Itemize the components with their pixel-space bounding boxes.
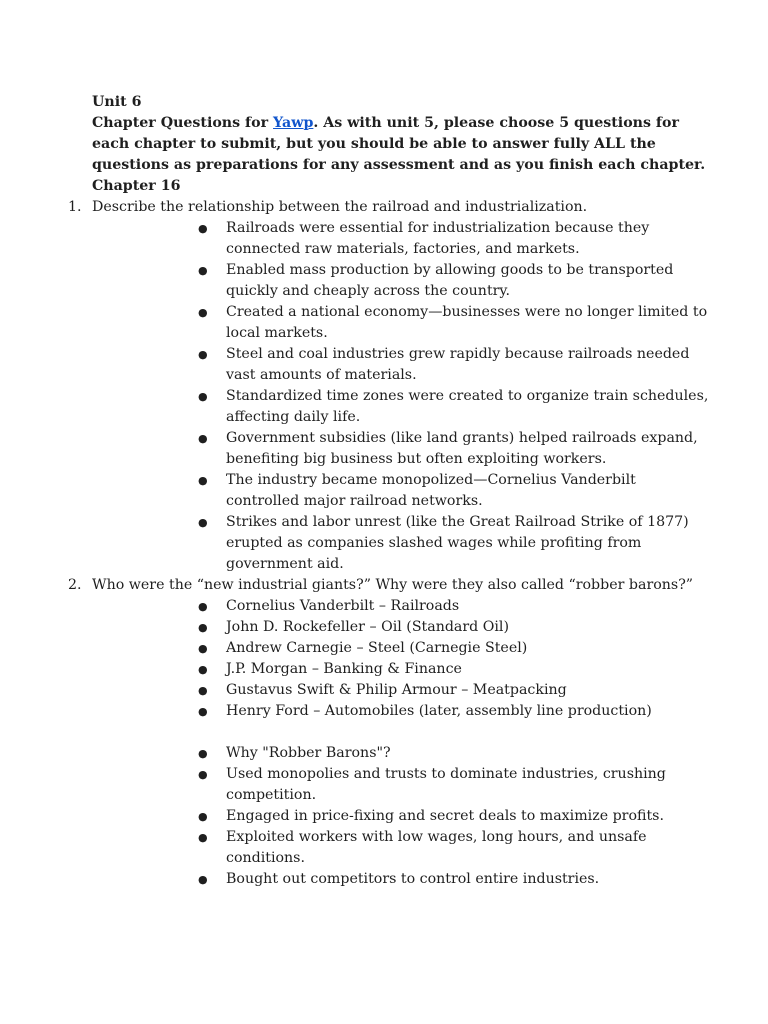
- bullet-icon: ●: [198, 474, 208, 487]
- bullet-icon: ●: [198, 222, 208, 235]
- bullet-text: Why "Robber Barons"?: [226, 745, 391, 761]
- bullet-icon: ●: [198, 810, 208, 823]
- question-number: 2.: [68, 577, 82, 593]
- bullet-text: John D. Rockefeller – Oil (Standard Oil): [226, 619, 510, 635]
- bullet-icon: ●: [198, 621, 208, 634]
- question-2-prompt: [48, 575, 712, 596]
- bullet-text: Cornelius Vanderbilt – Railroads: [226, 598, 460, 614]
- question-number: 1.: [68, 199, 82, 215]
- instructions-lead: Chapter Questions for: [92, 115, 274, 131]
- bullet-item: [92, 617, 712, 638]
- bullet-text: Gustavus Swift & Philip Armour – Meatpacking: [226, 682, 567, 698]
- chapter-instructions: [92, 113, 712, 176]
- question-1: [68, 197, 712, 575]
- bullet-item: [92, 743, 712, 764]
- bullet-icon: ●: [198, 663, 208, 676]
- bullet-icon: ●: [198, 390, 208, 403]
- bullet-icon: ●: [198, 264, 208, 277]
- bullet-item: [92, 470, 712, 512]
- bullet-item: [92, 806, 712, 827]
- bullet-text: Government subsidies (like land grants) helped railroads expand, benefiting big business but often exploiting workers.: [226, 430, 698, 467]
- bullet-icon: ●: [198, 873, 208, 886]
- bullet-item: [92, 869, 712, 890]
- bullet-text: Standardized time zones were created to organize train schedules, affecting daily life.: [226, 388, 709, 425]
- bullet-text: Strikes and labor unrest (like the Great Railroad Strike of 1877) erupted as companies slashed wages while profiting from government aid.: [226, 514, 689, 572]
- bullet-item: [92, 302, 712, 344]
- question-2-robber-barons-answers: [92, 743, 712, 890]
- bullet-text: Used monopolies and trusts to dominate industries, crushing competition.: [226, 766, 666, 803]
- chapter-heading: Chapter 16: [92, 178, 181, 194]
- unit-title: Unit 6: [92, 94, 142, 110]
- bullet-icon: ●: [198, 600, 208, 613]
- bullet-text: Engaged in price-fixing and secret deals to maximize profits.: [226, 808, 664, 824]
- bullet-item: [92, 659, 712, 680]
- bullet-icon: ●: [198, 831, 208, 844]
- bullet-item: [92, 386, 712, 428]
- bullet-icon: ●: [198, 705, 208, 718]
- bullet-text: Bought out competitors to control entire industries.: [226, 871, 600, 887]
- bullet-item: [92, 701, 712, 722]
- bullet-item: [92, 218, 712, 260]
- question-text: Who were the “new industrial giants?” Why were they also called “robber barons?”: [92, 577, 694, 593]
- bullet-icon: ●: [198, 642, 208, 655]
- bullet-item: [92, 428, 712, 470]
- bullet-icon: ●: [198, 768, 208, 781]
- instructions-rest: . As with unit 5, please choose 5 questions for each chapter to submit, but you should be able to answer fully ALL the questions as preparations for any assessment and as you finish each chapter.: [92, 115, 706, 173]
- question-1-prompt: [48, 197, 712, 218]
- bullet-text: Railroads were essential for industrialization because they connected raw materials, factories, and markets.: [226, 220, 650, 257]
- bullet-text: Henry Ford – Automobiles (later, assembly line production): [226, 703, 652, 719]
- bullet-item: [92, 638, 712, 659]
- bullet-icon: ●: [198, 684, 208, 697]
- bullet-item: [92, 512, 712, 575]
- question-2-answers: [92, 596, 712, 722]
- question-2: [68, 575, 712, 890]
- bullet-text: Enabled mass production by allowing goods to be transported quickly and cheaply across the country.: [226, 262, 674, 299]
- document-page: [68, 92, 712, 890]
- bullet-text: The industry became monopolized—Cornelius Vanderbilt controlled major railroad networks.: [226, 472, 636, 509]
- bullet-item: [92, 764, 712, 806]
- bullet-item: [92, 680, 712, 701]
- bullet-text: Created a national economy—businesses were no longer limited to local markets.: [226, 304, 708, 341]
- bullet-text: Andrew Carnegie – Steel (Carnegie Steel): [226, 640, 528, 656]
- question-text: Describe the relationship between the railroad and industrialization.: [92, 199, 588, 215]
- bullet-icon: ●: [198, 747, 208, 760]
- bullet-icon: ●: [198, 432, 208, 445]
- bullet-item: [92, 827, 712, 869]
- bullet-text: J.P. Morgan – Banking & Finance: [226, 661, 462, 677]
- bullet-icon: ●: [198, 348, 208, 361]
- bullet-icon: ●: [198, 516, 208, 529]
- question-1-answers: [92, 218, 712, 575]
- bullet-text: Exploited workers with low wages, long hours, and unsafe conditions.: [226, 829, 647, 866]
- bullet-icon: ●: [198, 306, 208, 319]
- bullet-item: [92, 344, 712, 386]
- blank-line: [92, 722, 712, 743]
- bullet-text: Steel and coal industries grew rapidly because railroads needed vast amounts of materials.: [226, 346, 690, 383]
- yawp-link[interactable]: Yawp: [273, 115, 314, 131]
- bullet-item: [92, 596, 712, 617]
- bullet-item: [92, 260, 712, 302]
